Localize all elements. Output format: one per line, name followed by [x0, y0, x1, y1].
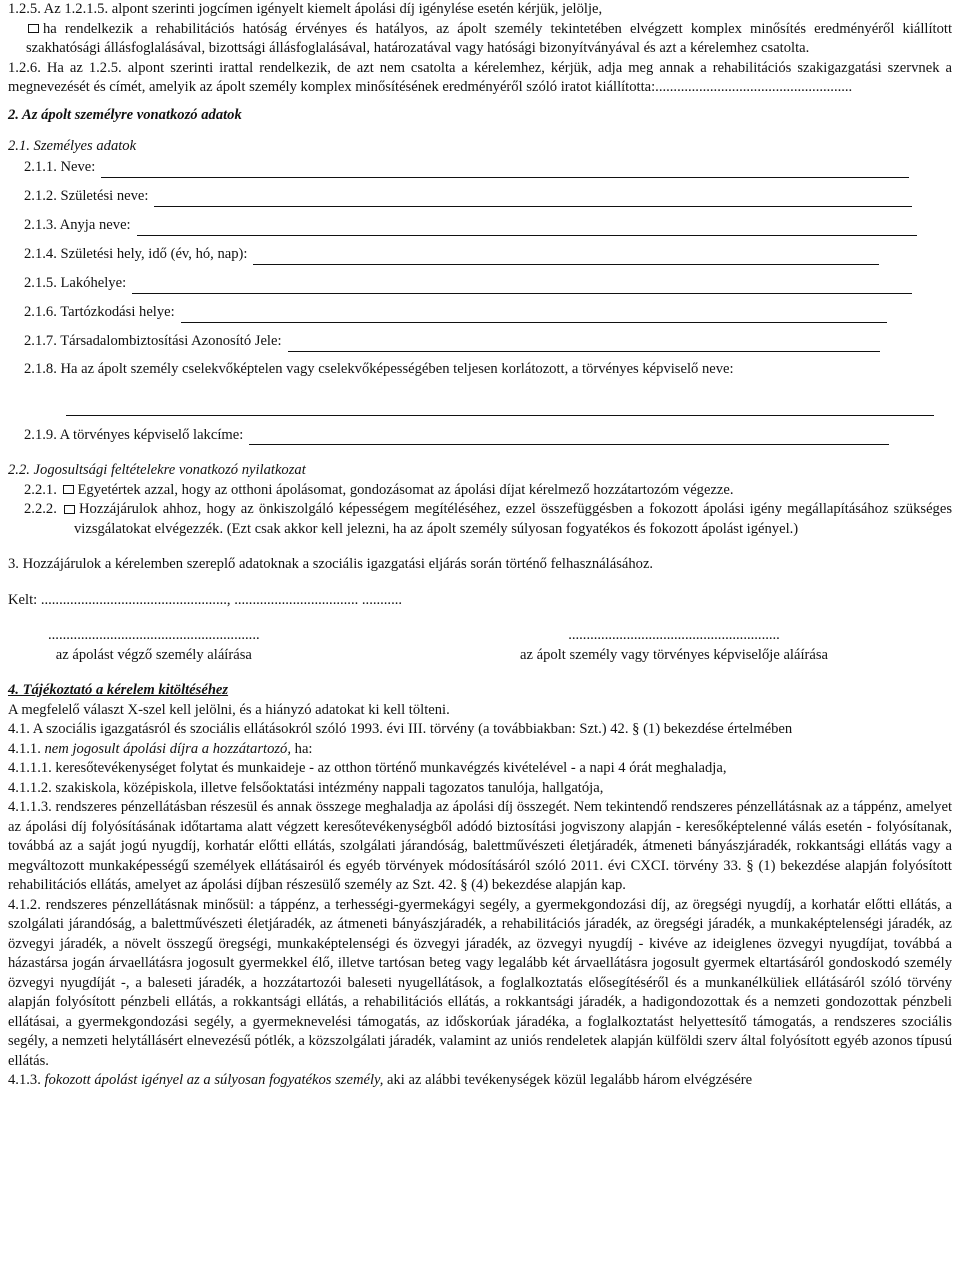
birth-place-date-input-line[interactable]: [253, 250, 879, 265]
field-legal-rep-address[interactable]: 2.1.9. A törvényes képviselő lakcíme:: [24, 424, 952, 445]
date-place-line[interactable]: Kelt: ..................................................., .................................. ...........: [8, 591, 403, 608]
personal-data-fields: [8, 157, 952, 446]
section-41-text: 4.1. A szociális igazgatásról és szociális ellátásokról szóló 1993. évi III. törvény (a továbbiakban: Szt.) 42. § (1) bekezdése értelmében: [8, 721, 793, 737]
field-birth-name[interactable]: 2.1.2. Születési neve:: [24, 186, 952, 207]
section-126-text: 1.2.6. Ha az 1.2.5. alpont szerinti irattal rendelkezik, de azt nem csatolta a kérelemhez, kérjük, adja meg annak a rehabilitációs szakigazgatási szervnek a megnevezését és címét, amelyik az ápolt személy komplex minősítésének eredményéről szóló iratot kiállította:......................................................: [8, 59, 952, 95]
section-3-consent: 3. Hozzájárulok a kérelemben szereplő adatoknak a szociális igazgatási eljárás során történő felhasználásához.: [8, 556, 654, 572]
form-page: [8, 0, 952, 1091]
field-taj[interactable]: 2.1.7. Társadalombiztosítási Azonosító Jele:: [24, 331, 952, 352]
section-4111-text: 4.1.1.1. keresőtevékenységet folytat és munkaideje - az otthon történő munkavégzés kivételével - a napi 4 órát meghaladja,: [8, 760, 727, 776]
section-412-text: 4.1.2. rendszeres pénzellátásnak minősül: a táppénz, a terhességi-gyermekágyi segély, a gyermekgondozási díj, az öregségi nyugdíj, a korhatár előtti ellátás, a szolgálati járandóság, a balettművészeti életjáradék, az átmeneti bányászjáradék, a rehabilitációs járadék, az öregségi járadék, a munkaképtelenségi járadék, az özvegyi járadék, a növelt összegű öregségi, munkaképtelenségi és özvegyi járadék, az özvegyi nyugdíj - kivéve az ideiglenes özvegyi nyugdíjat, továbbá a házastársa jogán árvaellátásra jogosult gyermekkel élő, illetve tartósan beteg vagy legalább két árvaellátásra jogosult gyermek eltartásáról gondoskodó személy özvegyi nyugdíját -, a baleseti járadék, a hozzátartozói baleseti nyugellátások, a foglalkoztatás elősegítéséről és a munkanélküliek ellátásáról szóló törvény alapján folyósított pénzbeli ellátás, a rokkantsági ellátás, a rehabilitációs ellátás, a rokkantsági járadék, a hadigondozottak és a nemzeti gondozottak pénzbeli ellátásai, a gyermekgondozási segély, a gyermeknevelési támogatás, az időskorúak járadéka, a foglalkoztatást helyettesítő támogatás, a rendszeres szociális segély, a nemzeti helytállásért elnevezésű pótlék, a közszolgálati járadék, valamint az uniós rendeletek alapján külföldi szerv által folyósított egyéb azonos típusú ellátás.: [8, 896, 952, 1069]
field-mother-name[interactable]: 2.1.3. Anyja neve:: [24, 215, 952, 236]
taj-input-line[interactable]: [288, 337, 880, 352]
declaration-221: 2.2.1. Egyetértek azzal, hogy az otthoni ápolásomat, gondozásomat az ápolási díjat kérelmező hozzátartozóm végezze.: [24, 481, 734, 498]
field-legal-rep-label: 2.1.8. Ha az ápolt személy cselekvőképtelen vagy cselekvőképességében teljesen korlátozott, a törvényes képviselő neve:: [24, 360, 734, 377]
section-125-checkbox-text: ha rendelkezik a rehabilitációs hatóság érvényes és hatályos, az ápolt személy tekintetében elvégzett komplex minősítés eredményéről kiállított szakhatósági állásfoglalásával, bizottsági állásfoglalásával, határozatával vagy hatósági bizonyítványával és azt a kérelemhez csatolta.: [26, 20, 952, 56]
checkbox-icon[interactable]: [28, 24, 39, 33]
birth-name-input-line[interactable]: [154, 192, 912, 207]
field-legal-rep-name[interactable]: [66, 395, 952, 416]
section-21-title: 2.1. Személyes adatok: [8, 138, 137, 154]
section-125-heading: 1.2.5. Az 1.2.1.5. alpont szerinti jogcímen igényelt kiemelt ápolási díj igénylése esetén kérjük, jelölje,: [8, 1, 603, 17]
residence-input-line[interactable]: [181, 308, 887, 323]
section-4113-text: 4.1.1.3. rendszeres pénzellátásban részesül és annak összege meghaladja az ápolási díj összegét. Nem tekintendő rendszeres pénzellátásnak az a táppénz, amelyet az ápolási díj folyósításának időtartama alatt végzett keresőtevékenységből adódó biztosítási jogviszony alapján - keresőképtelenné válás esetén - folyósítanak, továbbá az a saját jogú nyugdíj, korhatár előtti ellátás, szolgálati járandóság, balettművészeti életjáradék, átmeneti bányászjáradék, rokkantsági ellátás vagy a megváltozott munkaképességű személyek ellátásairól és egyéb törvények módosításáról szóló 2011. évi CXCI. törvény 33. § (1) bekezdése alapján folyósított rehabilitációs ellátás, amelyet az ápolási díjban részesülő személy az Szt. 42. § (4) bekezdése alapján kap.: [8, 799, 952, 893]
legal-rep-address-input-line[interactable]: [249, 430, 889, 445]
section-411-text: 4.1.1. nem jogosult ápolási díjra a hozzátartozó, ha:: [8, 740, 313, 757]
field-address[interactable]: 2.1.5. Lakóhelye:: [24, 273, 952, 294]
section-22-title: 2.2. Jogosultsági feltételekre vonatkozó nyilatkozat: [8, 462, 306, 478]
section-4112-text: 4.1.1.2. szakiskola, középiskola, illetve felsőoktatási intézmény nappali tagozatos tanulója, hallgatója,: [8, 779, 604, 796]
field-birth-place-date[interactable]: 2.1.4. Születési hely, idő (év, hó, nap):: [24, 244, 952, 265]
signature-caregiver[interactable]: .......................................................... az ápolást végző személy aláírása: [48, 627, 260, 663]
signature-block: [48, 626, 828, 665]
address-input-line[interactable]: [132, 279, 912, 294]
checkbox-icon[interactable]: [63, 485, 74, 494]
field-name[interactable]: 2.1.1. Neve:: [24, 157, 952, 178]
section-2-title: 2. Az ápolt személyre vonatkozó adatok: [8, 106, 242, 123]
name-input-line[interactable]: [101, 163, 909, 178]
signature-patient[interactable]: .......................................................... az ápolt személy vagy törvényes képviselője aláírása: [520, 627, 828, 663]
mother-name-input-line[interactable]: [137, 221, 917, 236]
section-4-title: 4. Tájékoztató a kérelem kitöltéséhez: [8, 682, 229, 698]
section-413-text: 4.1.3. fokozott ápolást igényel az a súlyosan fogyatékos személy, aki az alábbi tevékenységek közül legalább három elvégzésére: [8, 1072, 753, 1088]
declaration-222: 2.2.2. Hozzájárulok ahhoz, hogy az önkiszolgáló képességem megítéléséhez, ezzel összefüggésben a fokozott ápolási igény megállapításához szükséges vizsgálatokat elvégezzék. (Ezt csak akkor kell jelezni, ha az ápolt személy súlyosan fogyatékos és fokozott ápolást igényel.): [24, 501, 953, 537]
checkbox-icon[interactable]: [64, 505, 75, 514]
legal-rep-name-input-line[interactable]: [66, 401, 934, 416]
section-4-intro: A megfelelő választ X-szel kell jelölni, és a hiányzó adatokat ki kell tölteni.: [8, 701, 450, 718]
field-residence[interactable]: 2.1.6. Tartózkodási helye:: [24, 302, 952, 323]
